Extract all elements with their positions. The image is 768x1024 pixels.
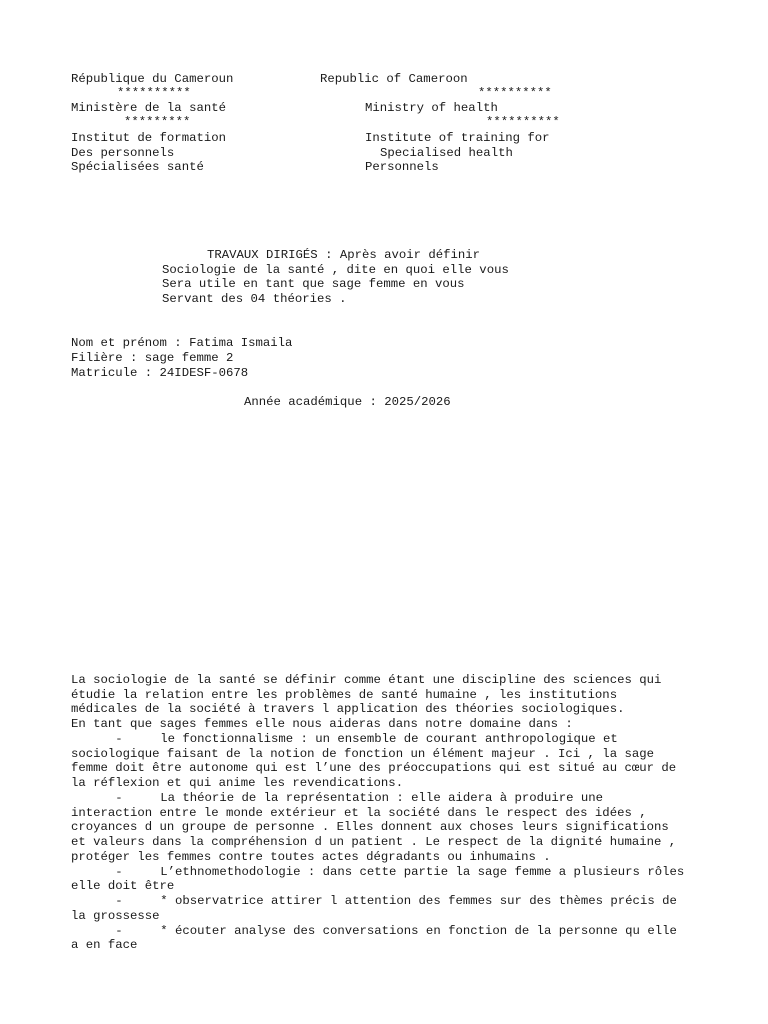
list-bullet: - [115,923,123,938]
header-right-country: Republic of Cameroon [320,72,468,86]
list-item-first-line: La théorie de la représentation : elle aidera à produire une [160,790,604,805]
list-bullet: - [115,790,123,805]
assignment-question: Sera utile en tant que sage femme en vous [162,277,465,291]
list-item-line: sociologique faisant de la notion de fonction un élément majeur . Ici , la sage [71,746,654,761]
list-item-first-line: * écouter analyse des conversations en fonction de la personne qu elle [160,923,677,938]
paragraph-line: La sociologie de la santé se définir comme étant une discipline des sciences qui [71,672,662,687]
list-item-line: femme doit être autonome qui est l’une des préoccupations qui est situé au cœur de [71,761,677,776]
header-right-institute: Institute of training for [365,131,550,145]
header-left-country: République du Cameroun [71,72,234,86]
header-left-institute: Institut de formation [71,131,226,145]
body-text [71,658,684,968]
list-item-line: la grossesse [71,908,160,923]
header-right-stars: ********** [486,115,560,129]
header-right-institute: Personnels [365,160,439,174]
student-program: Filière : sage femme 2 [71,351,234,365]
header-left-institute: Des personnels [71,146,175,160]
list-item-line: croyances d un groupe de personne . Elles donnent aux choses leurs significations [71,820,669,835]
student-name: Nom et prénom : Fatima Ismaila [71,336,293,350]
list-item-first-line: le fonctionnalisme : un ensemble de courant anthropologique et [160,731,618,746]
list-item-line: interaction entre le monde extérieur et la société dans le respect des idées , [71,805,647,820]
assignment-question: Servant des 04 théories . [162,292,347,306]
header-left-ministry: Ministère de la santé [71,101,226,115]
header-left-institute: Spécialisées santé [71,160,204,174]
header-right-institute: Specialised health [380,146,513,160]
header-right-stars: ********** [478,86,552,100]
list-item-line: elle doit être [71,879,175,894]
header-right-ministry: Ministry of health [365,101,498,115]
header-left-stars: ********** [117,86,191,100]
academic-year: Année académique : 2025/2026 [244,395,451,409]
student-matricule: Matricule : 24IDESF-0678 [71,366,249,380]
paragraph-line: En tant que sages femmes elle nous aideras dans notre domaine dans : [71,717,573,731]
list-bullet: - [115,864,123,879]
list-item-line: et valeurs dans la compréhension d un patient . Le respect de la dignité humaine , [71,835,677,849]
list-item-line: la réflexion et qui anime les revendications. [71,776,404,790]
header-left-stars: ********* [124,115,191,129]
list-item-first-line: * observatrice attirer l attention des femmes sur des thèmes précis de [160,894,677,908]
paragraph-line: étudie la relation entre les problèmes de santé humaine , les institutions [71,687,618,702]
list-item-first-line: L’ethnomethodologie : dans cette partie la sage femme a plusieurs rôles [160,864,685,879]
assignment-title: TRAVAUX DIRIGÉS : Après avoir définir [207,248,481,262]
list-bullet: - [115,894,123,908]
paragraph-line: médicales de la société à travers l application des théories sociologiques. [71,702,625,717]
list-item-line: a en face [71,938,138,953]
assignment-question: Sociologie de la santé , dite en quoi elle vous [162,263,509,277]
list-item-line: protéger les femmes contre toutes actes dégradants ou inhumains . [71,849,551,864]
list-bullet: - [115,731,123,746]
